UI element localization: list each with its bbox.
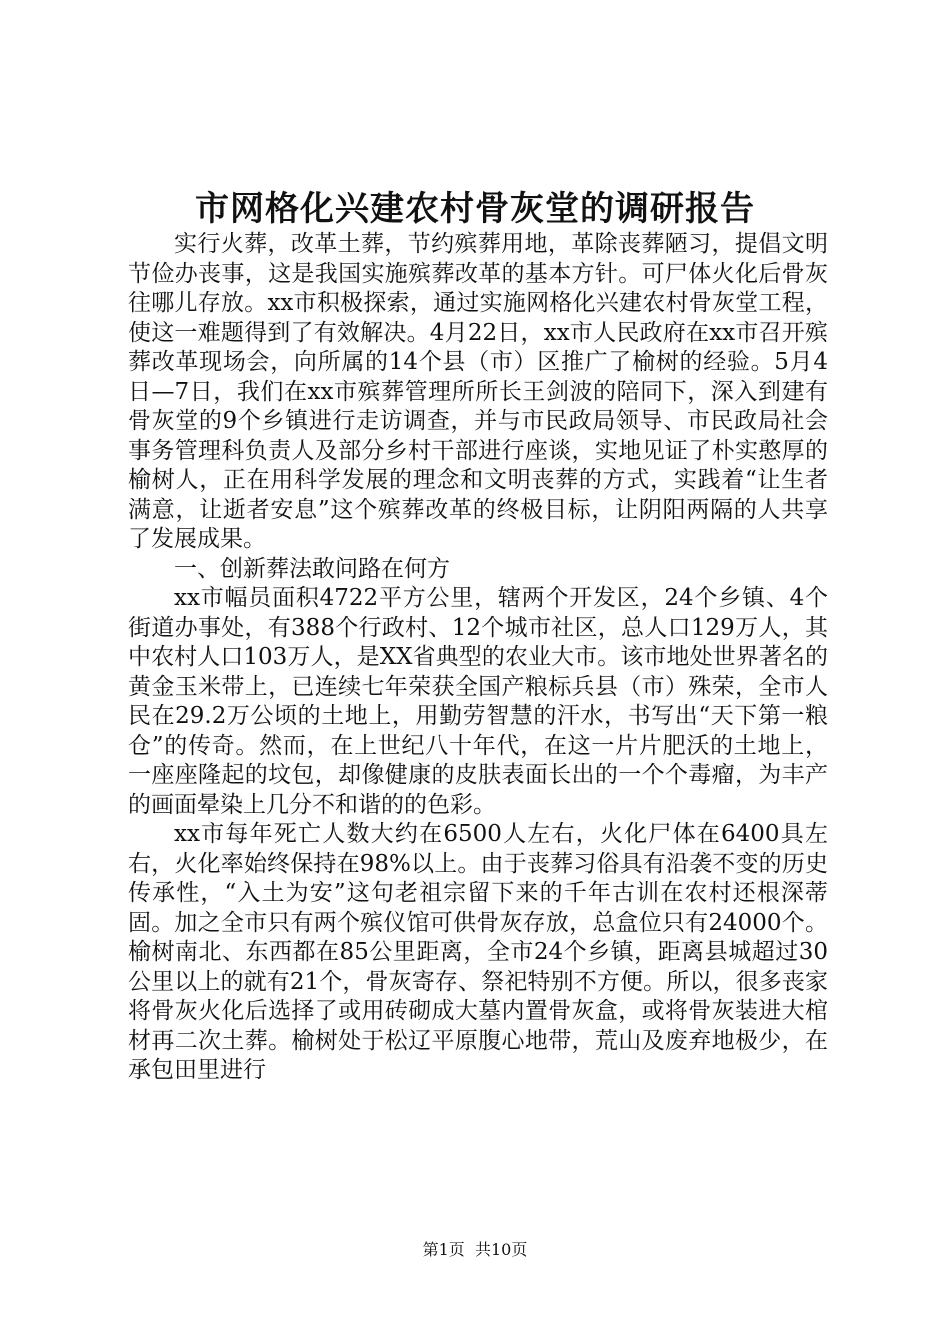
page-number: 第1页 xyxy=(422,1240,465,1259)
document-title: 市网格化兴建农村骨灰堂的调研报告 xyxy=(195,189,755,229)
footer-separator xyxy=(465,1240,475,1259)
page-footer xyxy=(0,1239,950,1261)
document-body xyxy=(128,230,828,1086)
page-total: 共10页 xyxy=(474,1240,528,1259)
paragraph-overview: xx市幅员面积4722平方公里，辖两个开发区，24个乡镇、4个街道办事处，有388个行政村、12个城市社区，总人口129万人，其中农村人口103万人，是XX省典型的农业大市。该市地处世界著名的黄金玉米带上，已连续七年荣获全国产粮标兵县（市）殊荣，全市人民在29.2万公顷的土地上，用勤劳智慧的汗水，书写出“天下第一粮仓”的传奇。然而，在上世纪八十年代，在这一片片肥沃的土地上，一座座隆起的坟包，却像健康的皮肤表面长出的一个个毒瘤，为丰产的画面晕染上几分不和谐的的色彩。 xyxy=(128,585,828,818)
paragraph-statistics: xx市每年死亡人数大约在6500人左右，火化尸体在6400具左右，火化率始终保持在98%以上。由于丧葬习俗具有沿袭不变的历史传承性，“入土为安”这句老祖宗留下来的千年古训在农村还根深蒂固。加之全市只有两个殡仪馆可供骨灰存放，总盒位只有24000个。榆树南北、东西都在85公里距离，全市24个乡镇，距离县城超过30公里以上的就有21个，骨灰寄存、祭祀特别不方便。所以，很多丧家将骨灰火化后选择了或用砖砌成大墓内置骨灰盒，或将骨灰装进大棺材再二次土葬。榆树处于松辽平原腹心地带，荒山及废弃地极少，在承包田里进行 xyxy=(128,821,828,1083)
paragraph-intro: 实行火葬，改革土葬，节约殡葬用地，革除丧葬陋习，提倡文明节俭办丧事，这是我国实施殡葬改革的基本方针。可尸体火化后骨灰往哪儿存放。xx市积极探索，通过实施网格化兴建农村骨灰堂工程，使这一难题得到了有效解决。4月22日，xx市人民政府在xx市召开殡葬改革现场会，向所属的14个县（市）区推广了榆树的经验。5月4日—7日，我们在xx市殡葬管理所所长王剑波的陪同下，深入到建有骨灰堂的9个乡镇进行走访调查，并与市民政局领导、市民政局社会事务管理科负责人及部分乡村干部进行座谈，实地见证了朴实憨厚的榆树人，正在用科学发展的理念和文明丧葬的方式，实践着“让生者满意，让逝者安息”这个殡葬改革的终极目标，让阴阳两隔的人共享了发展成果。 xyxy=(128,231,828,552)
section-heading: 一、创新葬法敢问路在何方 xyxy=(174,555,450,582)
